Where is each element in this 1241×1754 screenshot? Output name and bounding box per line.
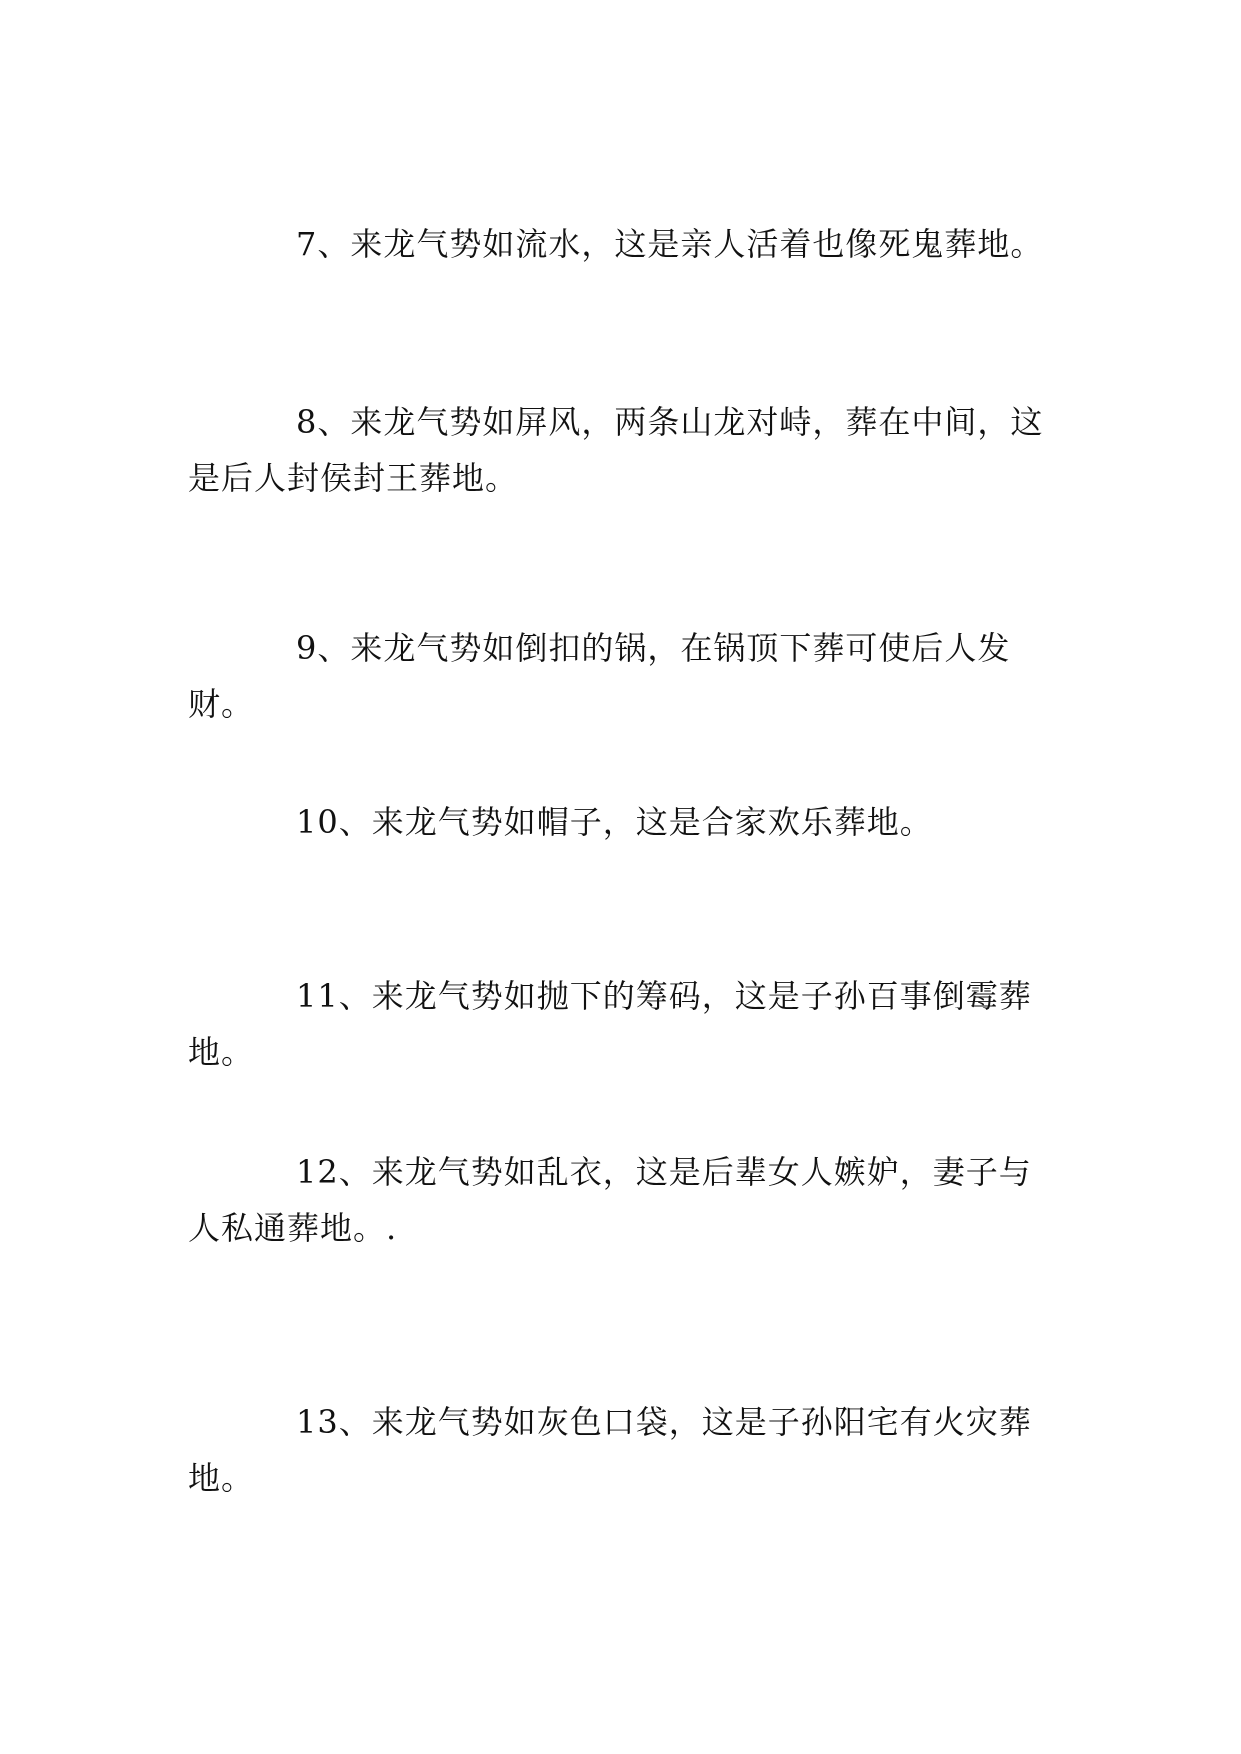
- paragraph-10: 10、来龙气势如帽子，这是合家欢乐葬地。: [296, 803, 933, 841]
- paragraph-9: 9、来龙气势如倒扣的锅，在锅顶下葬可使后人发财。: [188, 629, 1011, 723]
- paragraph-7: 7、来龙气势如流水，这是亲人活着也像死鬼葬地。: [296, 225, 1044, 263]
- paragraph-11: 11、来龙气势如抛下的筹码，这是子孙百事倒霉葬地。: [188, 977, 1032, 1071]
- paragraph-12: 12、来龙气势如乱衣，这是后辈女人嫉妒，妻子与人私通葬地。.: [188, 1153, 1032, 1247]
- paragraph-8: 8、来龙气势如屏风，两条山龙对峙，葬在中间，这是后人封侯封王葬地。: [188, 403, 1044, 497]
- paragraph-13: 13、来龙气势如灰色口袋，这是子孙阳宅有火灾葬地。: [188, 1403, 1032, 1497]
